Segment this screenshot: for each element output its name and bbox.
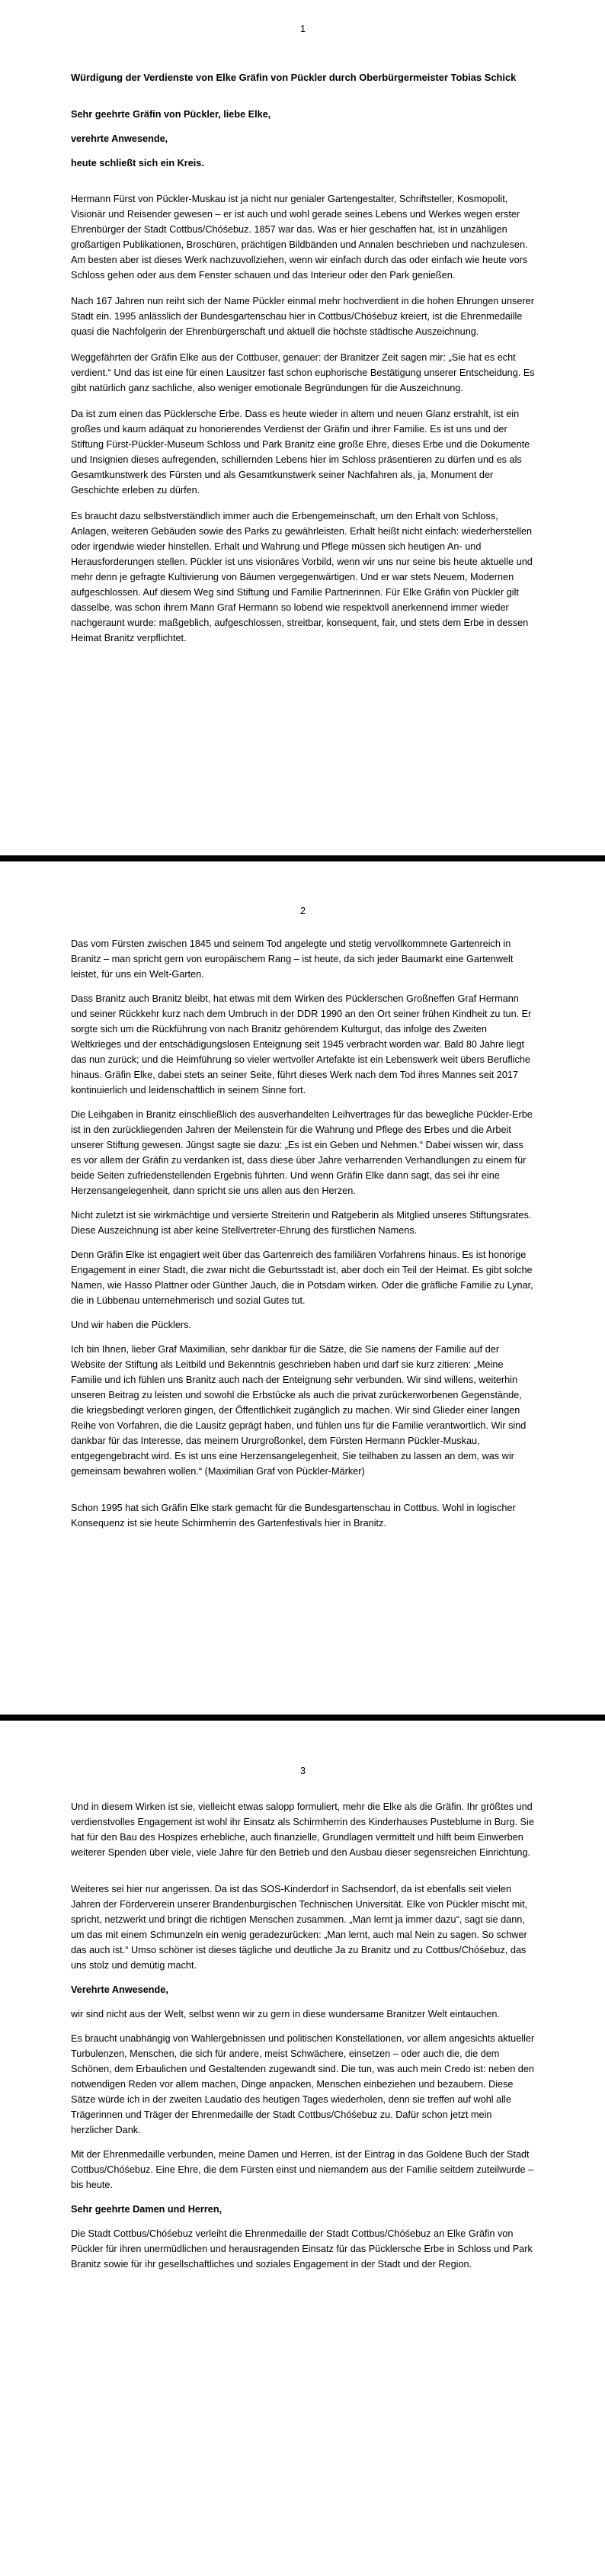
page-break-divider: [0, 1715, 605, 1721]
paragraph: Das vom Fürsten zwischen 1845 und seinem Tod angelegte und stetig vervollkommnete Gartenreich in Branitz – man spricht gern von europäischem Rang – ist heute, da sich jeder Baumarkt eine Gartenwelt leistet, für uns ein Welt-Garten.: [71, 938, 514, 980]
paragraph: Nicht zuletzt ist sie wirkmächtige und versierte Streiterin und Ratgeberin als Mitglied unseres Stiftungsrates. Diese Auszeichnung ist aber keine Stellvertreter-Ehrung des fürstlichen Namens.: [71, 1210, 532, 1236]
paragraph: Dass Branitz auch Branitz bleibt, hat etwas mit dem Wirken des Pücklerschen Großneffen Graf Hermann und seiner Rückkehr kurz nach dem Umbruch in der DDR 1990 an den Ort seiner frühen Kindheit zu tun. Er sorgte sich um die Rückführung von nach Branitz gehörendem Kulturgut, das infolge des Zweiten Weltkrieges und der entschädigungslosen Enteignung seit 1945 verbracht worden war. Bald 80 Jahre liegt das nun zurück; und die Heimführung so vieler wertvoller Artefakte ist ein Lebenswerk weit übers Berufliche hinaus. Gräfin Elke, dabei stets an seiner Seite, führt dieses Werk nach dem Tod ihres Mannes seit 2017 kontinuierlich und leidenschaftlich in seinem Sinne fort.: [71, 993, 532, 1096]
paragraph: Da ist zum einen das Pücklersche Erbe. Dass es heute wieder in altem und neuen Glanz erstrahlt, ist ein großes und kaum adäquat zu honorierendes Verdienst der Gräfin und ihrer Familie. Es ist uns und der Stiftung Fürst-Pückler-Museum Schloss und Park Branitz eine große Ehre, dieses Erbe und die Dokumente und Insignien dieses aufregenden, schillernden Lebens hier im Schloss präsentieren zu dürfen und es als Gesamtkunstwerk des Fürsten und als Gesamtkunstwerk seiner Nachfahren als, ja, Monument der Geschichte erleben zu dürfen.: [71, 409, 530, 496]
paragraph: Weggefährten der Gräfin Elke aus der Cottbuser, genauer: der Branitzer Zeit sagen mir: „Sie hat es echt verdient.“ Und das ist eine für einen Lausitzer fast schon euphorische Bestätigung unserer Entscheidung. Es gibt natürlich ganz sachliche, also weniger emotionale Begründungen für die Auszeichnung.: [71, 352, 535, 393]
salutation-line: Sehr geehrte Damen und Herren,: [71, 2204, 222, 2215]
paragraph: Und in diesem Wirken ist sie, vielleicht etwas salopp formuliert, mehr die Elke als die Gräfin. Ihr größtes und verdienstvolles Engagement ist wohl ihr Einsatz als Schirmherrin des Kinderhauses Pusteblume in Burg. Sie hat für den Bau des Hospizes erhebliche, auch finanzielle, Grundlagen vermittelt und hilft beim Einwerben weiterer Spenden über viele, viele Jahre für den Betrieb und den Ausbau dieser segensreichen Einrichtung.: [71, 1801, 534, 1858]
page-number: 2: [299, 906, 306, 916]
document-title: Würdigung der Verdienste von Elke Gräfin von Pückler durch Oberbürgermeister Tobias Schick: [71, 72, 517, 83]
paragraph: Die Stadt Cottbus/Chóśebuz verleiht die Ehrenmedaille der Stadt Cottbus/Chóśebuz an Elke Gräfin von Pückler für ihren unermüdlichen und herausragenden Einsatz für das Pücklersche Erbe in Schloss und Park Branitz sowie für ihr gesellschaftliches und soziales Engagement in der Stadt und der Region.: [71, 2228, 533, 2270]
salutation-line: verehrte Anwesende,: [71, 133, 168, 144]
paragraph: Es braucht unabhängig von Wahlergebnissen und politischen Konstellationen, vor allem angesichts aktueller Turbulenzen, Menschen, die sich für andere, meist Schwächere, einsetzen – oder auch die, die dem Schönen, dem Erbaulichen und Gestaltenden zugewandt sind. Die tun, was auch mein Credo ist: neben den notwendigen Reden vor allem machen, Dinge anpacken, Menschen einbeziehen und bezaubern. Diese Sätze würde ich in der zweiten Laudatio des heutigen Tages wiederholen, denn sie treffen auf wohl alle Trägerinnen und Träger der Ehrenmedaille der Stadt Cottbus/Chóśebuz zu. Dafür schon jetzt mein herzlicher Dank.: [71, 2033, 535, 2135]
paragraph: Mit der Ehrenmedaille verbunden, meine Damen und Herren, ist der Eintrag in das Goldene Buch der Stadt Cottbus/Chóśebuz. Eine Ehre, die dem Fürsten einst und niemandem aus der Familie seitdem zuteilwurde – bis heute.: [71, 2149, 534, 2190]
page-number: 1: [299, 24, 306, 34]
paragraph: Hermann Fürst von Pückler-Muskau ist ja nicht nur genialer Gartengestalter, Schriftsteller, Kosmopolit, Visionär und Reisender gewesen – er ist auch und wohl gerade seines Lebens und Werkes wegen erster Ehrenbürger der Stadt Cottbus/Chóśebuz. 1857 war das. Was er hier geschaffen hat, ist in unzähligen großartigen Publikationen, Broschüren, prächtigen Bildbänden und Annalen beschrieben und nachzulesen. Am besten aber ist dieses Werk nachzuvollziehen, wenn wir einfach durch das oder einfach wie heute vors Schloss gehen oder aus dem Fenster schauen und das Interieur oder den Park genießen.: [71, 194, 528, 281]
paragraph: Die Leihgaben in Branitz einschließlich des ausverhandelten Leihvertrages für das bewegliche Pückler-Erbe ist in den zurückliegenden Jahren der Meilenstein für die Wahrung und Pflege des Erbes und die Arbeit unserer Stiftung gewesen. Jüngst sagte sie dazu: „Es ist ein Geben und Nehmen.“ Dabei wissen wir, dass es vor allem der Gräfin zu verdanken ist, dass diese über Jahre verharrenden Verhandlungen zu einem für beide Seiten zufriedenstellenden Ergebnis führten. Und wenn Gräfin Elke dann sagt, das sei ihr eine Herzensangelegenheit, dann spricht sie uns allen aus den Herzen.: [71, 1109, 533, 1196]
paragraph: Ich bin Ihnen, lieber Graf Maximilian, sehr dankbar für die Sätze, die Sie namens der Familie auf der Website der Stiftung als Leitbild und Bekenntnis geschrieben haben und darf sie kurz zitieren: „Meine Familie und ich fühlen uns Branitz auch nach der Enteignung sehr verbunden. Wir sind willens, weiterhin unseren Beitrag zu leisten und sowohl die Erbstücke als auch die privat zurückerworbenen Gegenstände, die kriegsbedingt verloren gingen, der Öffentlichkeit zugänglich zu machen. Wir sind Glieder einer langen Reihe von Vorfahren, die die Lausitz geprägt haben, und fühlen uns für die Familie verantwortlich. Wir sind dankbar für das Interesse, das meinem Ururgroßonkel, dem Fürsten Hermann Pückler-Muskau, entgegengebracht wird. Es ist uns eine Herzensangelegenheit, Sie teilhaben zu lassen an dem, was wir gemeinsam bewahren wollen.“ (Maximilian Graf von Pückler-Märker): [71, 1344, 527, 1477]
salutation-line: Verehrte Anwesende,: [71, 1984, 168, 1995]
document-page-3: [0, 1721, 605, 2576]
page-break-divider: [0, 855, 605, 861]
paragraph: Es braucht dazu selbstverständlich immer auch die Erbengemeinschaft, um den Erhalt von Schloss, Anlagen, weiteren Gebäuden sowie des Parks zu gewährleisten. Erhalt heißt nicht einfach: wiederherstellen oder irgendwie wieder hinstellen. Erhalt und Wahrung und Pflege müssen sich heutigen An- und Herausforderungen stellen. Pückler ist uns visionäres Vorbild, wenn wir uns nur seine bis heute aktuelle und mehr denn je gefragte Kultivierung von Bäumen vergegenwärtigen. Und er war stets Neuem, Modernen aufgeschlossen. Auf diesem Weg sind Stiftung und Familie Partnerinnen. Für Elke Gräfin von Pückler gilt dasselbe, was schon ihrem Mann Graf Hermann so lobend wie respektvoll anerkennend immer wieder nachgeraunt wurde: maßgeblich, aufgeschlossen, streitbar, konsequent, fair, und stets dem Erbe in dessen Heimat Branitz verpflichtet.: [71, 511, 533, 643]
document-page-1: [0, 0, 605, 855]
paragraph: wir sind nicht aus der Welt, selbst wenn wir zu gern in diese wundersame Branitzer Welt eintauchen.: [71, 2009, 500, 2019]
paragraph: Und wir haben die Pücklers.: [71, 1320, 191, 1330]
paragraph: Schon 1995 hat sich Gräfin Elke stark gemacht für die Bundesgartenschau in Cottbus. Wohl in logischer Konsequenz ist sie heute Schirmherrin des Gartenfestivals hier in Branitz.: [71, 1503, 516, 1529]
salutation-line: heute schließt sich ein Kreis.: [71, 158, 204, 168]
paragraph: Weiteres sei hier nur angerissen. Da ist das SOS-Kinderdorf in Sachsendorf, da ist ebenfalls seit vielen Jahren der Förderverein unserer Brandenburgischen Technischen Universität. Elke von Pückler mischt mit, spricht, netzwerkt und bringt die richtigen Menschen zusammen. „Man lernt ja immer dazu“, sagt sie dann, um das mit einem Schmunzeln ein wenig geradezurücken: „Man lernt, auch mal Nein zu sagen. So schwer das auch ist.“ Umso schöner ist dieses tägliche und deutliche Ja zu Branitz und zu Cottbus/Chóśebuz, das uns stolz und demütig macht.: [71, 1884, 528, 1971]
paragraph: Denn Gräfin Elke ist engagiert weit über das Gartenreich des familiären Vorfahrens hinaus. Es ist honorige Engagement in einer Stadt, die zwar nicht die Geburtsstadt ist, aber doch ein Teil der Heimat. Es gibt solche Namen, wie Hasso Plattner oder Günther Jauch, die in Potsdam wirken. Oder die gräfliche Familie zu Lynar, die in Lübbenau unternehmerisch und sozial Gutes tut.: [71, 1250, 533, 1306]
document-page-2: [0, 861, 605, 1715]
salutation-line: Sehr geehrte Gräfin von Pückler, liebe Elke,: [71, 109, 271, 120]
paragraph: Nach 167 Jahren nun reiht sich der Name Pückler einmal mehr hochverdient in die hohen Ehrungen unserer Stadt ein. 1995 anlässlich der Bundesgartenschau hier in Cottbus/Chóśebuz kreiert, ist die Ehrenmedaille quasi die Nachfolgerin der Ehrenbürgerschaft und aktuell die höchste städtische Auszeichnung.: [71, 296, 534, 337]
page-number: 3: [299, 1766, 306, 1776]
